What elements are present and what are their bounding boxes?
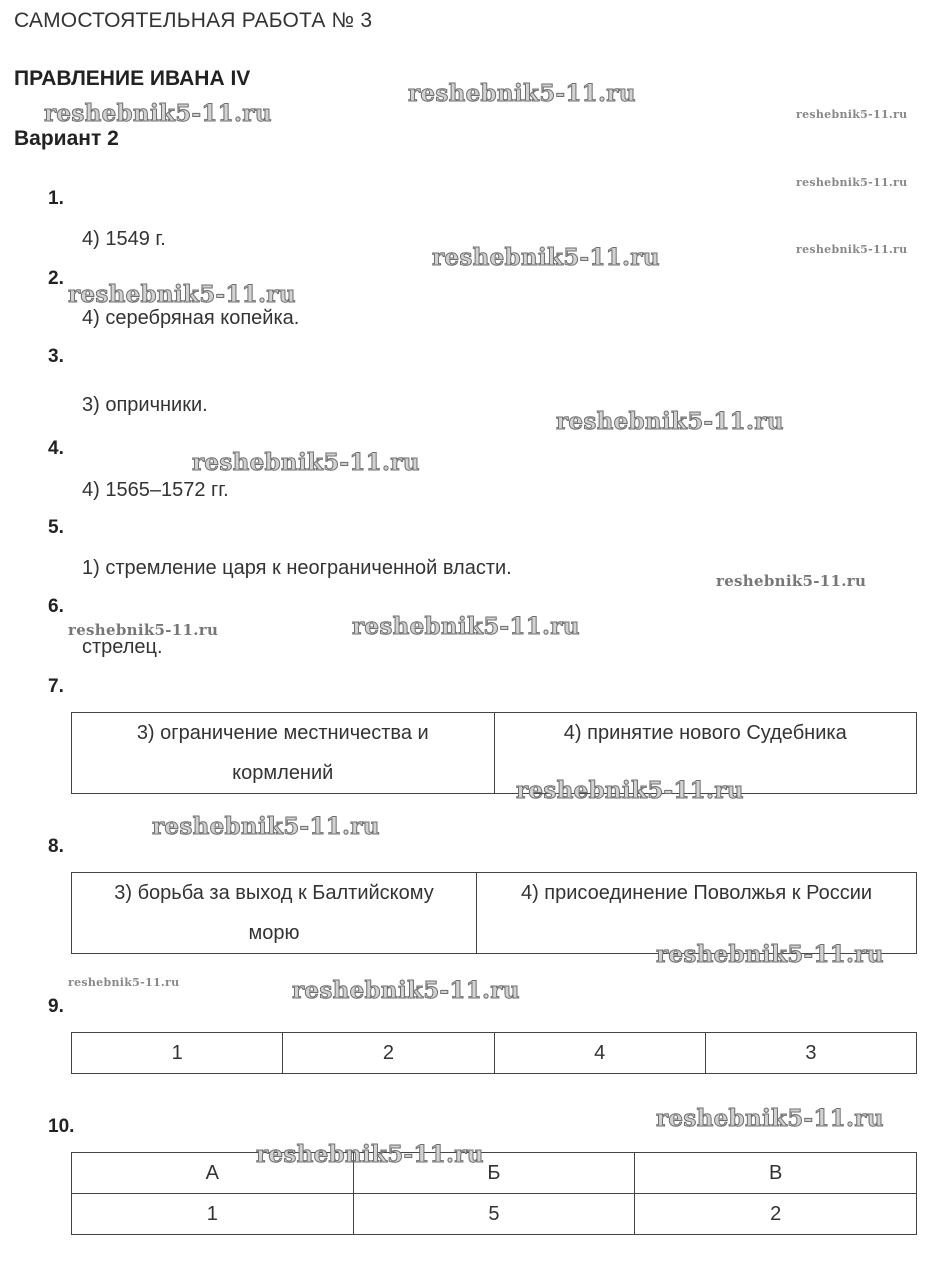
table-header-cell: В (635, 1153, 917, 1194)
table-cell: 2 (635, 1194, 917, 1235)
table-cell: 4 (494, 1033, 705, 1074)
table-header-cell: Б (353, 1153, 635, 1194)
answer-3: 3) опричники. (82, 394, 208, 416)
answer-4: 4) 1565–1572 гг. (82, 479, 229, 501)
table-cell: 3) ограничение местничества и кормлений (72, 713, 495, 794)
watermark: reshebnik5-11.ru (352, 613, 580, 640)
table-cell: 2 (283, 1033, 494, 1074)
watermark: reshebnik5-11.ru (68, 621, 219, 639)
watermark: reshebnik5-11.ru (408, 80, 636, 107)
table-cell: 1 (72, 1033, 283, 1074)
watermark: reshebnik5-11.ru (796, 176, 908, 189)
answer-6: стрелец. (82, 636, 163, 658)
question-number-10: 10. (48, 1116, 75, 1137)
watermark: reshebnik5-11.ru (256, 1141, 484, 1168)
watermark: reshebnik5-11.ru (68, 281, 296, 308)
table-header-cell: А (72, 1153, 354, 1194)
question-number-8: 8. (48, 836, 64, 857)
answer-2: 4) серебряная копейка. (82, 307, 300, 329)
watermark: reshebnik5-11.ru (656, 941, 884, 968)
question-number-5: 5. (48, 517, 64, 538)
page-title: САМОСТОЯТЕЛЬНАЯ РАБОТА № 3 (14, 9, 373, 32)
table-cell: 4) принятие нового Судебника (494, 713, 917, 794)
watermark: reshebnik5-11.ru (796, 108, 908, 121)
table-cell: 4) присоединение Поволжья к России (477, 873, 917, 954)
question-number-7: 7. (48, 676, 64, 697)
watermark: reshebnik5-11.ru (68, 976, 180, 989)
question-number-1: 1. (48, 188, 64, 209)
question-number-9: 9. (48, 996, 64, 1017)
answer-table-10 (71, 1152, 917, 1235)
variant-heading: Вариант 2 (14, 127, 119, 150)
answer-5: 1) стремление царя к неограниченной власти. (82, 557, 512, 579)
table-cell: 3 (705, 1033, 916, 1074)
watermark: reshebnik5-11.ru (292, 977, 520, 1004)
question-number-3: 3. (48, 346, 64, 367)
watermark: reshebnik5-11.ru (152, 813, 380, 840)
answer-table-7 (71, 712, 917, 794)
watermark: reshebnik5-11.ru (516, 777, 744, 804)
table-cell: 1 (72, 1194, 354, 1235)
answer-1: 4) 1549 г. (82, 228, 166, 250)
question-number-6: 6. (48, 596, 64, 617)
question-number-4: 4. (48, 438, 64, 459)
watermark: reshebnik5-11.ru (556, 408, 784, 435)
watermark: reshebnik5-11.ru (432, 244, 660, 271)
watermark: reshebnik5-11.ru (716, 572, 867, 590)
answer-table-9 (71, 1032, 917, 1074)
table-cell: 5 (353, 1194, 635, 1235)
table-cell: 3) борьба за выход к Балтийскому морю (72, 873, 477, 954)
watermark: reshebnik5-11.ru (796, 243, 908, 256)
question-number-2: 2. (48, 268, 64, 289)
watermark: reshebnik5-11.ru (192, 449, 420, 476)
topic-heading: ПРАВЛЕНИЕ ИВАНА IV (14, 67, 251, 90)
watermark: reshebnik5-11.ru (656, 1105, 884, 1132)
watermark: reshebnik5-11.ru (44, 100, 272, 127)
